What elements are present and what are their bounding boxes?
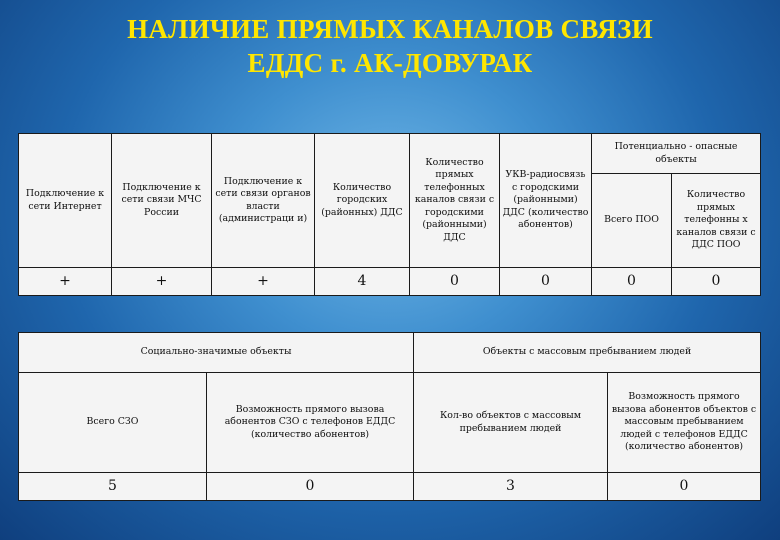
value-poo-total: 0 — [592, 268, 672, 296]
value-ukv: 0 — [500, 268, 592, 296]
value-szo-total: 5 — [19, 473, 207, 501]
header-direct-channels: Количество прямых телефонных каналов связи с городскими (районными) ДДС — [410, 134, 500, 268]
value-authorities: + — [212, 268, 315, 296]
header-mass-count: Кол-во объектов с массовым пребыванием людей — [414, 373, 608, 473]
title-line-1: НАЛИЧИЕ ПРЯМЫХ КАНАЛОВ СВЯЗИ — [127, 14, 653, 44]
value-internet: + — [19, 268, 112, 296]
page-title — [0, 12, 780, 80]
value-city-dds: 4 — [315, 268, 410, 296]
header-city-dds: Количество городских (районных) ДДС — [315, 134, 410, 268]
value-szo-direct: 0 — [207, 473, 414, 501]
title-line-2: ЕДДС г. АК-ДОВУРАК — [247, 48, 533, 78]
value-direct-channels: 0 — [410, 268, 500, 296]
header-mass-group: Объекты с массовым пребыванием людей — [414, 333, 761, 373]
value-mass-count: 3 — [414, 473, 608, 501]
header-poo-group: Потенциально - опасные объекты — [592, 134, 761, 174]
value-poo-channels: 0 — [672, 268, 761, 296]
header-mass-direct: Возможность прямого вызова абонентов объектов с массовым пребыванием людей с телефонов ЕДДС (количество абонентов) — [608, 373, 761, 473]
header-ukv: УКВ-радиосвязь с городскими (районными) ДДС (количество абонентов) — [500, 134, 592, 268]
header-poo-channels: Количество прямых телефонны х каналов связи с ДДС ПОО — [672, 174, 761, 268]
value-mchs: + — [112, 268, 212, 296]
header-szo-total: Всего СЗО — [19, 373, 207, 473]
header-mchs: Подключение к сети связи МЧС России — [112, 134, 212, 268]
value-mass-direct: 0 — [608, 473, 761, 501]
header-szo-direct: Возможность прямого вызова абонентов СЗО с телефонов ЕДДС (количество абонентов) — [207, 373, 414, 473]
objects-table — [18, 332, 761, 501]
header-poo-total: Всего ПОО — [592, 174, 672, 268]
communication-channels-table — [18, 133, 761, 296]
header-internet: Подключение к сети Интернет — [19, 134, 112, 268]
header-authorities: Подключение к сети связи органов власти (администраци и) — [212, 134, 315, 268]
header-szo-group: Социально-значимые объекты — [19, 333, 414, 373]
